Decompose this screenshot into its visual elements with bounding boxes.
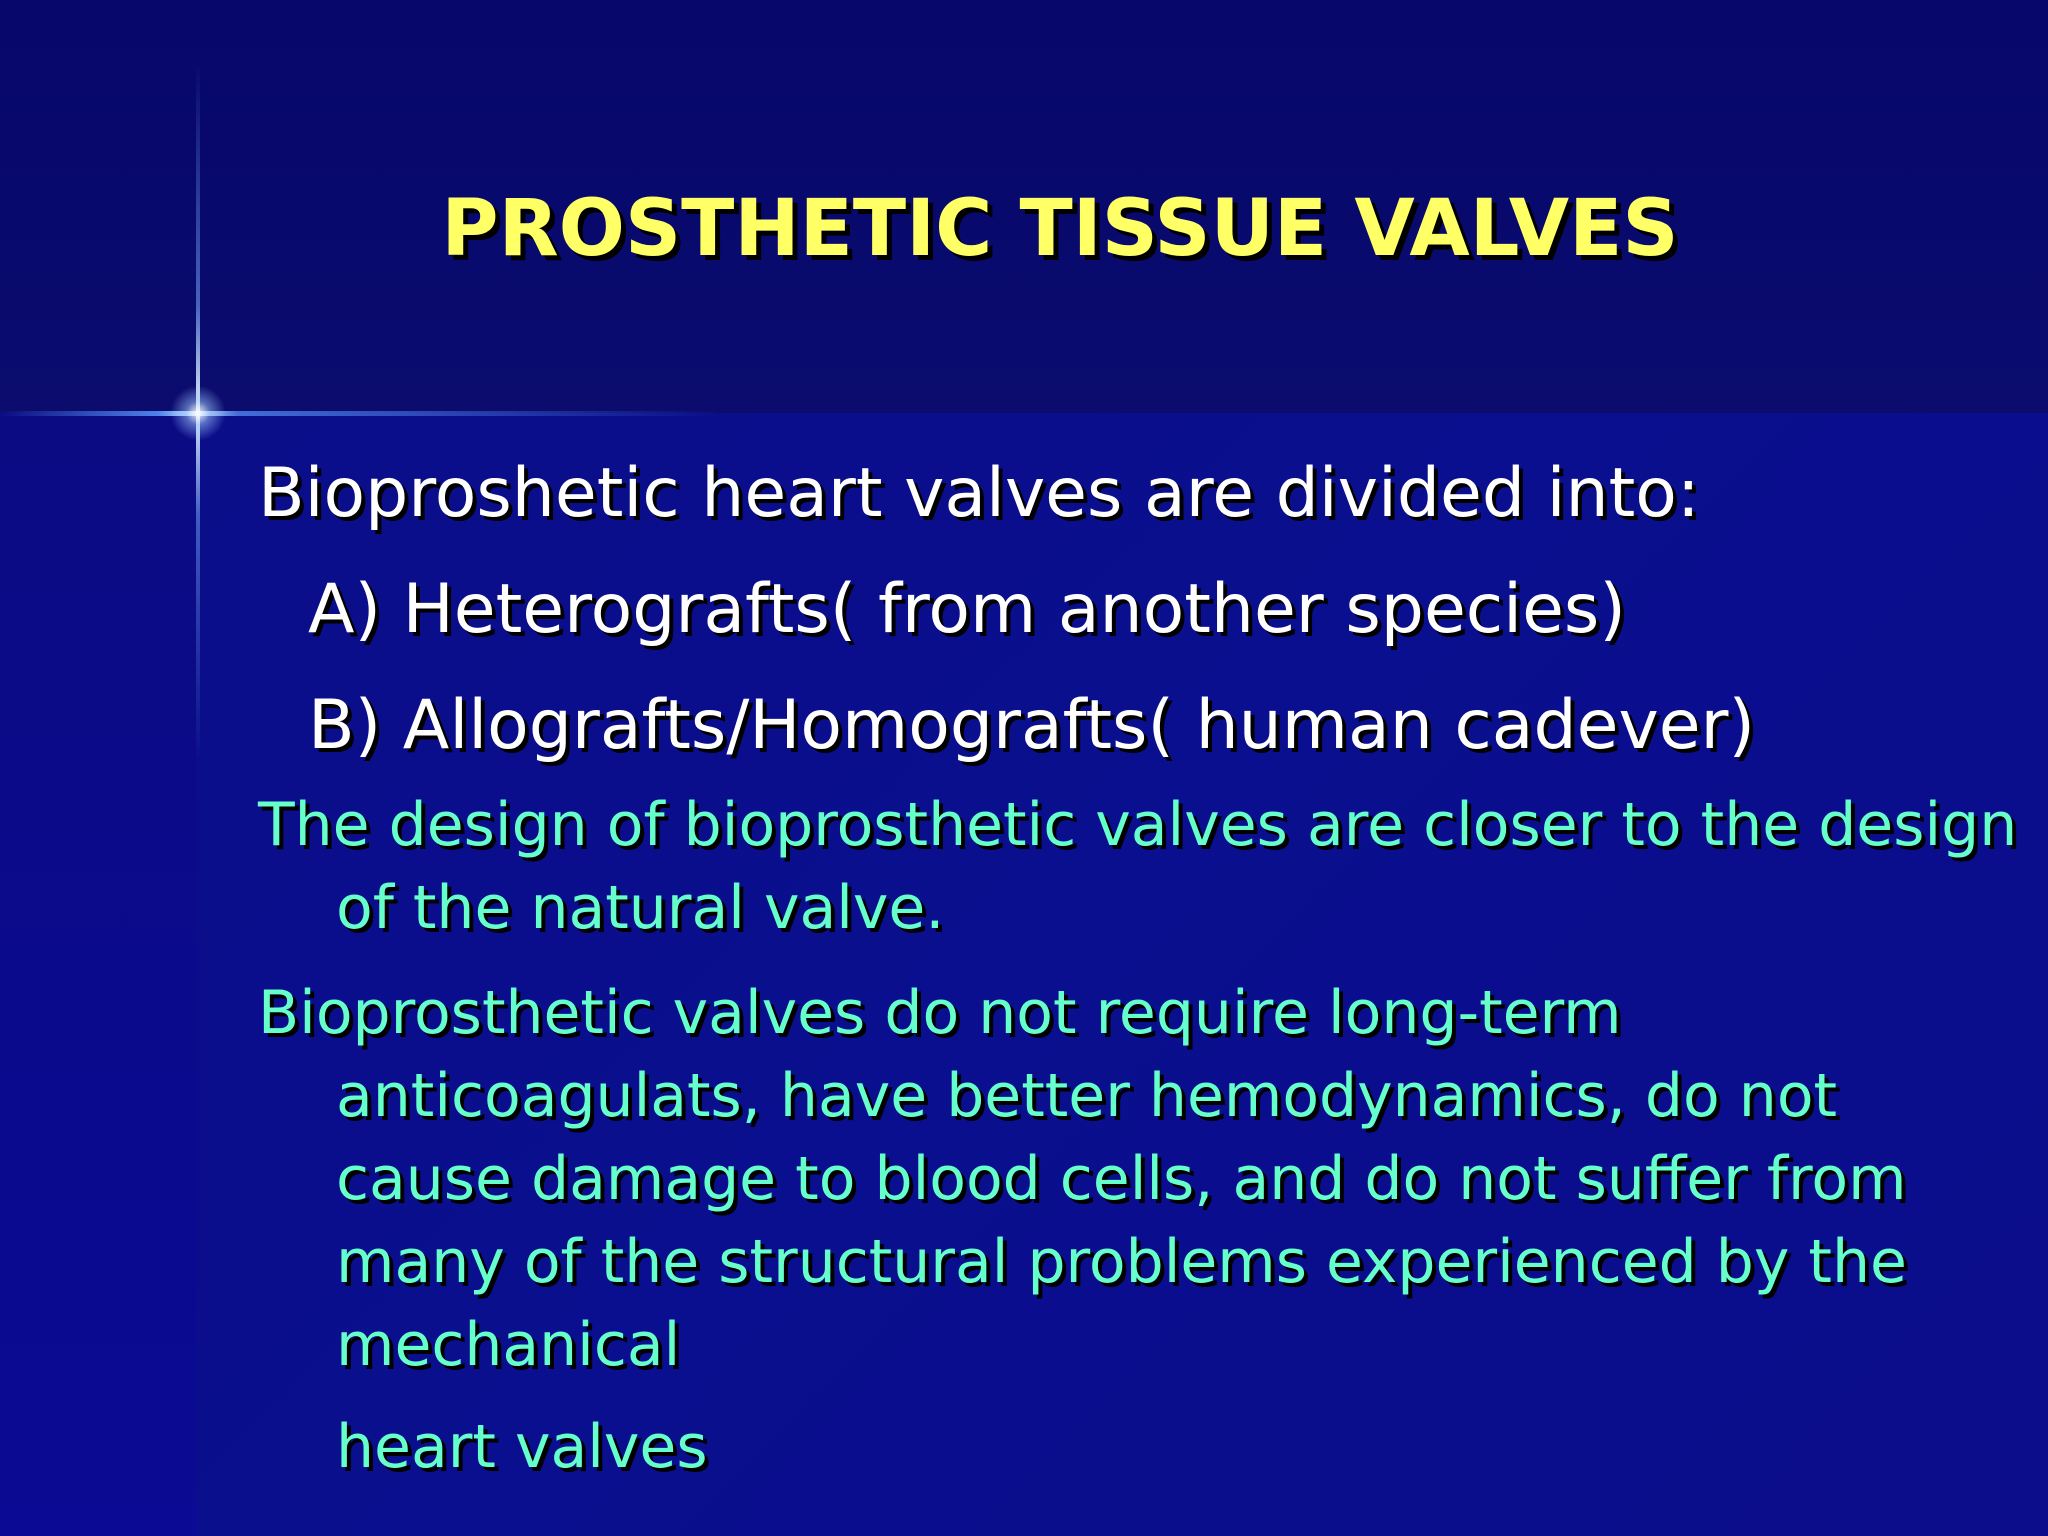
list-item-allografts: B) Allografts/Homografts( human cadever) [308, 686, 1756, 765]
left-band [0, 413, 196, 1536]
paragraph-advantages-tail: heart valves [336, 1412, 708, 1482]
slide-title: PROSTHETIC TISSUE VALVES [441, 184, 1679, 274]
horizontal-accent-line [0, 411, 720, 416]
paragraph-advantages: Bioprosthetic valves do not require long-term anticoagulats, have better hemodynamics, do not cause damage to blood cells, and do not suffer from many of the structural problems experienced by the mechanical [258, 978, 1907, 1380]
paragraph-design: The design of bioprosthetic valves are closer to the design of the natural valve. [258, 790, 2018, 943]
slide-body [258, 454, 2028, 1536]
light-flare [170, 385, 226, 441]
list-item-heterografts: A) Heterografts( from another species) [308, 570, 1626, 649]
intro-text: Bioproshetic heart valves are divided into: [258, 454, 1700, 533]
